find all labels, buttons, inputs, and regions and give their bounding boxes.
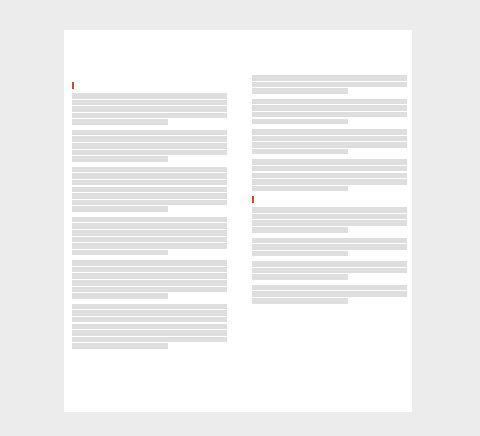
illegible-text-line xyxy=(72,324,227,330)
illegible-text-line xyxy=(72,343,168,349)
illegible-text-line xyxy=(72,156,168,162)
illegible-text-line xyxy=(72,106,227,112)
illegible-text-line xyxy=(252,105,407,111)
left-column xyxy=(72,80,227,354)
body-paragraph xyxy=(252,238,407,257)
illegible-text-line xyxy=(72,143,227,149)
document-page xyxy=(64,30,412,412)
illegible-text-line xyxy=(252,291,407,297)
illegible-text-line xyxy=(252,261,407,267)
illegible-text-line xyxy=(72,260,227,266)
body-paragraph xyxy=(72,167,227,212)
illegible-text-line xyxy=(252,186,348,192)
body-paragraph xyxy=(72,260,227,298)
illegible-text-line xyxy=(72,267,227,273)
illegible-text-line xyxy=(252,82,407,88)
illegible-text-line xyxy=(72,293,168,299)
illegible-text-line xyxy=(252,136,407,142)
body-paragraph xyxy=(252,159,407,191)
illegible-text-line xyxy=(252,214,407,220)
illegible-text-line xyxy=(72,330,227,336)
illegible-text-line xyxy=(252,149,348,155)
illegible-text-line xyxy=(252,298,348,304)
illegible-text-line xyxy=(72,317,227,323)
illegible-text-line xyxy=(72,113,227,119)
illegible-text-line xyxy=(252,244,407,250)
illegible-text-line xyxy=(72,93,227,99)
left-column-body xyxy=(72,93,227,349)
body-paragraph xyxy=(72,130,227,162)
illegible-text-line xyxy=(252,112,407,118)
illegible-text-line xyxy=(252,238,407,244)
body-paragraph xyxy=(72,304,227,349)
body-paragraph xyxy=(252,75,407,94)
illegible-text-line xyxy=(252,274,348,280)
illegible-text-line xyxy=(72,206,168,212)
illegible-text-line xyxy=(72,193,227,199)
illegible-text-line xyxy=(72,310,227,316)
page-footer xyxy=(72,399,404,406)
illegible-text-line xyxy=(72,200,227,206)
illegible-text-line xyxy=(252,75,407,81)
illegible-text-line xyxy=(252,99,407,105)
illegible-text-line xyxy=(252,179,407,185)
illegible-text-line xyxy=(72,337,227,343)
illegible-text-line xyxy=(252,207,407,213)
illegible-text-line xyxy=(72,287,227,293)
illegible-text-line xyxy=(72,130,227,136)
body-paragraph xyxy=(252,285,407,304)
illegible-text-line xyxy=(72,280,227,286)
illegible-text-line xyxy=(252,285,407,291)
illegible-text-line xyxy=(72,167,227,173)
body-paragraph xyxy=(252,261,407,280)
illegible-text-line xyxy=(72,230,227,236)
illegible-text-line xyxy=(252,227,348,233)
body-paragraph xyxy=(252,99,407,124)
illegible-text-line xyxy=(252,88,348,94)
illegible-text-line xyxy=(72,243,227,249)
illegible-text-line xyxy=(72,100,227,106)
illegible-text-line xyxy=(252,119,348,125)
illegible-text-line xyxy=(252,268,407,274)
section-heading xyxy=(72,82,227,89)
illegible-text-line xyxy=(252,173,407,179)
illegible-text-line xyxy=(72,223,227,229)
illegible-text-line xyxy=(72,136,227,142)
body-paragraph xyxy=(72,217,227,255)
body-paragraph xyxy=(252,129,407,154)
illegible-text-line xyxy=(252,142,407,148)
illegible-text-line xyxy=(72,173,227,179)
illegible-text-line xyxy=(252,251,348,257)
body-paragraph xyxy=(252,207,407,232)
illegible-text-line xyxy=(72,217,227,223)
illegible-text-line xyxy=(72,237,227,243)
right-column-body xyxy=(252,75,407,303)
illegible-text-line xyxy=(72,273,227,279)
illegible-text-line xyxy=(252,159,407,165)
section-heading xyxy=(252,196,407,203)
illegible-text-line xyxy=(252,129,407,135)
illegible-text-line xyxy=(252,166,407,172)
right-column xyxy=(252,74,407,309)
illegible-text-line xyxy=(252,220,407,226)
illegible-text-line xyxy=(72,119,168,125)
body-paragraph xyxy=(72,93,227,125)
illegible-text-line xyxy=(72,304,227,310)
illegible-text-line xyxy=(72,150,227,156)
illegible-text-line xyxy=(72,187,227,193)
illegible-text-line xyxy=(72,250,168,256)
illegible-text-line xyxy=(72,180,227,186)
